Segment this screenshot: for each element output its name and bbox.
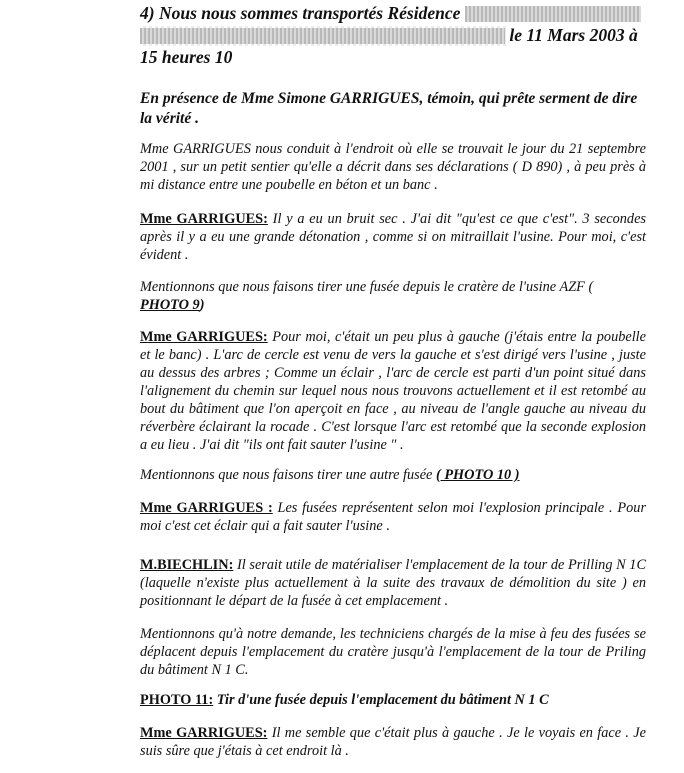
speaker-label: Mme GARRIGUES: [140, 211, 268, 227]
heading-line2: le 11 Mars 2003 à [509, 25, 638, 45]
photo-reference: ( PHOTO 10 ) [435, 467, 520, 483]
photo-reference: PHOTO 9 [140, 297, 200, 313]
statement-text: Il serait utile de matérialiser l'emplacement de la tour de Prilling N 1C (laquelle n'existe plus actuellement à la suite des travaux de démolition du site ) en positionnant le départ de la fusée à cet emplacement . [140, 557, 646, 609]
speaker-label: Mme GARRIGUES : [140, 500, 273, 516]
mention-text: Mentionnons que nous faisons tirer une autre fusée [140, 467, 433, 483]
photo-caption: Tir d'une fusée depuis l'emplacement du bâtiment N 1 C [213, 692, 549, 708]
statement-text: Les fusées représentent selon moi l'explosion principale . Pour moi c'est cet éclair qui a fait sauter l'usine . [140, 500, 647, 534]
paragraph-3 [140, 278, 646, 314]
paragraph-9 [140, 691, 646, 709]
redacted-address-2 [140, 28, 505, 44]
heading-line1: 4) Nous nous sommes transportés Résidence [140, 3, 461, 23]
redacted-address-1 [465, 6, 641, 22]
paragraph-8: Mentionnons qu'à notre demande, les techniciens chargés de la mise à feu des fusées se déplacent depuis l'emplacement du cratère jusqu'à l'emplacement de la tour de Priling du bâtiment N 1 C. [140, 626, 646, 678]
photo-close: ) [199, 297, 205, 313]
photo-reference: PHOTO 11: [140, 692, 214, 708]
speaker-label: Mme GARRIGUES: [140, 329, 268, 345]
speaker-label: M.BIECHLIN: [140, 557, 234, 573]
paragraph-1: Mme GARRIGUES nous conduit à l'endroit où elle se trouvait le jour du 21 septembre 2001 , sur un petit sentier qu'elle a décrit dans ses déclarations ( D 890) , à peu près à mi distance entre une poubelle en béton et un banc . [140, 141, 646, 193]
statement-text: Pour moi, c'était un peu plus à gauche (j'étais entre la poubelle et le banc) . L'arc de cercle est venu de vers la gauche et s'est dirigé vers l'usine , juste au dessus des arbres ; Comme un éclair , l'arc de cercle est parti d'un point situé dans l'alignement du chemin sur lequel nous nous trouvons actuellement et il est retombé au bout du bâtiment que l'on aperçoit en face , au niveau de l'angle gauche au niveau du réverbère éclairant la rocade . C'est lorsque l'arc est retombé que la seconde explosion a eu lieu . J'ai dit "ils ont fait sauter l'usine " . [140, 329, 646, 453]
mention-text: Mentionnons que nous faisons tirer une fusée depuis le cratère de l'usine AZF ( [140, 279, 594, 295]
speaker-label: Mme GARRIGUES: [140, 725, 268, 741]
heading-line3: 15 heures 10 [140, 47, 233, 67]
presence-statement: En présence de Mme Simone GARRIGUES, témoin, qui prête serment de dire la vérité . [140, 90, 638, 127]
paragraph-6 [140, 499, 646, 535]
statement-text: Il y a eu un bruit sec . J'ai dit "qu'est ce que c'est". 3 secondes après il y a eu une grande détonation , comme si on mitraillait l'usine. Pour moi, c'est évident . [140, 211, 646, 263]
heading [140, 2, 646, 68]
paragraph-10 [140, 724, 646, 760]
paragraph-2 [140, 210, 646, 264]
statement-text: Il me semble que c'était plus à gauche . Je le voyais en face . Je suis sûre que j'étais à cet endroit là . [140, 725, 646, 759]
paragraph-5 [140, 466, 646, 484]
paragraph-7 [140, 556, 646, 610]
paragraph-4 [140, 328, 646, 454]
